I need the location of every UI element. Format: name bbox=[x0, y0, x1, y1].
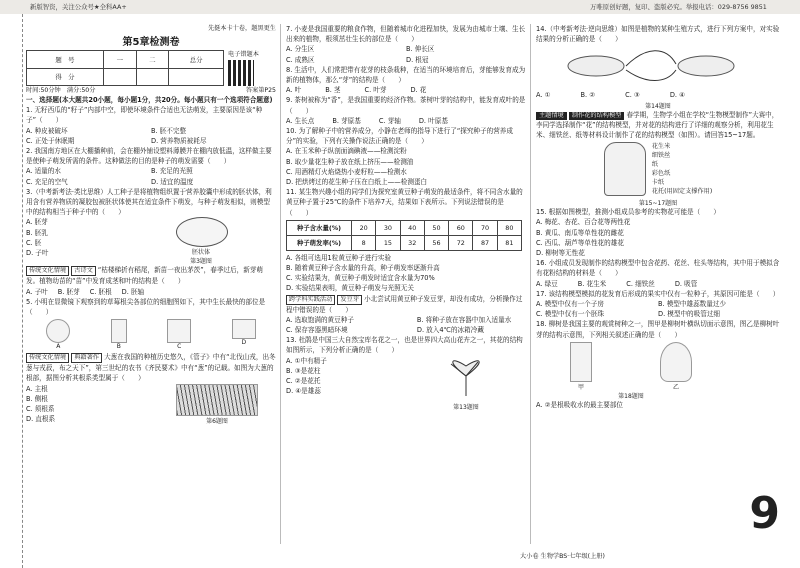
model-label-2: 纸 bbox=[651, 161, 658, 169]
model-label-1: 细铁丝 bbox=[651, 152, 671, 160]
q18-opt-a: A. ②是根吸收水的最主要部位 bbox=[536, 400, 624, 409]
q5-label-a: A bbox=[56, 343, 61, 351]
scallion-root-photo bbox=[176, 384, 258, 416]
q11-opt-b: B. 随着黄豆种子含水量的升高，种子萌发率逐渐升高 bbox=[286, 264, 440, 273]
q17-opt-b: B. 模型中雄蕊数量过少 bbox=[658, 300, 727, 309]
theme-tag-2: 制作花的结构模型 bbox=[569, 112, 625, 120]
q8-opt-d: D. 花 bbox=[410, 86, 427, 95]
moisture-3: 50 bbox=[424, 220, 448, 235]
rate-2: 32 bbox=[400, 235, 424, 250]
q11-opt-d: D. 实验结果表明，黄豆种子萌发与光照无关 bbox=[286, 284, 414, 293]
q15-opt-c: C. 西瓜、葫芦等单性花的雄花 bbox=[536, 238, 624, 247]
q16-opt-b: B. 花生米 bbox=[577, 279, 607, 288]
q18-label-yi: 乙 bbox=[672, 383, 679, 391]
flower-model-figure bbox=[604, 142, 646, 196]
header-right: 万唯原创好题，复印、盗版必究。举报电话：029-8756 9851 bbox=[590, 3, 767, 11]
q3-fig-caption: 第3题图 bbox=[190, 258, 212, 266]
score-head-3: 总分 bbox=[169, 51, 224, 69]
q14-opt-a: A. ① bbox=[536, 91, 551, 100]
q5-label-c: C bbox=[177, 343, 182, 351]
q17-opt-c: C. 模型中仅有一个胚珠 bbox=[536, 310, 605, 319]
q17-opt-a: A. 模型中仅有一个子房 bbox=[536, 300, 604, 309]
moisture-0: 20 bbox=[352, 220, 376, 235]
question-17: 17. 该结构模型模拟的花发育后形成的果实中仅有一粒种子，其原因可能是（ ） bbox=[536, 289, 780, 298]
q7-opt-d: D. 根冠 bbox=[406, 55, 429, 64]
q15-opt-d: D. 柳树等无性花 bbox=[536, 249, 585, 258]
willow-bud-figure bbox=[660, 342, 692, 382]
q18-label-jia: 甲 bbox=[577, 383, 584, 391]
q6-opt-b: B. 侧根 bbox=[26, 394, 48, 403]
question-8: 8. 生活中，人们常把带有花芽的枝条栽种，在适当的环境培育后，芽能够发育成为新的植物体，那么“芽”的结构是（ ） bbox=[286, 65, 526, 85]
q9-opt-c: C. 芽轴 bbox=[378, 116, 401, 125]
question-7: 7. 小麦是我国重要的粮食作物，但随着城市化进程加快，发展为由城市土壤、生长出来的植物，根须茁壮生长的部位是（ ） bbox=[286, 25, 526, 44]
q10-opt-d: D. 把烘烤过的花生种子压在白纸上——检测蛋白 bbox=[286, 178, 428, 187]
model-label-3: 彩色纸 bbox=[651, 170, 671, 178]
q4-opt-d: D. 胚轴 bbox=[121, 287, 145, 296]
q2-opt-a: A. 适量的水 bbox=[26, 167, 61, 176]
q3-opt-a: A. 胚芽 bbox=[26, 218, 48, 227]
q6-tag-1: 传统文化情境 bbox=[26, 353, 69, 363]
score-head-0: 题 号 bbox=[27, 51, 104, 69]
rate-0: 8 bbox=[352, 235, 376, 250]
q4-opt-a: A. 子叶 bbox=[26, 287, 48, 296]
q13-opt-d: D. ④是雄蕊 bbox=[286, 387, 321, 396]
left-top-note: 先挺本卡十卷，题黑更生 bbox=[207, 25, 276, 32]
q4-tag-1: 传统文化情境 bbox=[26, 266, 69, 276]
azalea-flower-figure bbox=[436, 356, 496, 398]
q10-opt-a: A. 在玉米种子纵剖面滴碘液——检测淀粉 bbox=[286, 147, 407, 156]
q12-opt-c: C. 保存容器黑暗环境 bbox=[286, 326, 348, 335]
question-12: 小北尝试用黄豆种子发豆芽，却没有成功，分析操作过程中错误的是（ ） bbox=[286, 294, 523, 314]
question-11: 11. 某生物兴趣小组的同学们为探究室黄豆种子萌发的最适条件，将不同含水量的黄豆种子置于25℃的条件下培养7天，结果如下表所示。下列说法错误的是（ ） bbox=[286, 188, 523, 217]
q8-opt-a: A. 叶 bbox=[286, 86, 302, 95]
q17-opt-d: D. 模型中的吸管过细 bbox=[658, 310, 721, 319]
moisture-1: 30 bbox=[376, 220, 400, 235]
q2-opt-d: D. 适宜的温度 bbox=[151, 177, 194, 186]
q7-opt-c: C. 成熟区 bbox=[286, 55, 315, 64]
q13-opt-b: B. ③是花柱 bbox=[286, 366, 321, 375]
score-head-2: 二 bbox=[136, 51, 169, 69]
q9-opt-a: A. 生长点 bbox=[286, 116, 315, 125]
model-label-0: 花生米 bbox=[651, 143, 671, 151]
q3-fig-label: 胚状体 bbox=[191, 249, 210, 257]
q2-opt-c: C. 充足的空气 bbox=[26, 177, 68, 186]
q16-opt-c: C. 细铁丝 bbox=[626, 279, 655, 288]
q4-opt-c: C. 胚根 bbox=[89, 287, 112, 296]
question-14: 14.（中考新考法·逆向思维）如图是植物的某种生殖方式，进行下列方案中，对实验结果的分析正确的是（ ） bbox=[536, 25, 780, 44]
time-info: 时间:50分钟 满分:50分 bbox=[26, 87, 96, 94]
table-row-rate: 种子萌发率(%) bbox=[287, 235, 352, 250]
q7-opt-b: B. 伸长区 bbox=[406, 45, 435, 54]
q12-opt-d: D. 放入4℃的冰箱冷藏 bbox=[416, 326, 484, 335]
page-number: 9 bbox=[749, 488, 780, 539]
table-row-moisture: 种子含水量(%) bbox=[287, 220, 352, 235]
q6-tag-2: 典籍著作 bbox=[71, 353, 102, 363]
germination-table bbox=[286, 220, 522, 251]
q1-opt-b: B. 胚不完整 bbox=[151, 126, 187, 135]
q12-opt-a: A. 选取饱满的黄豆种子 bbox=[286, 315, 354, 324]
score-table bbox=[26, 50, 224, 86]
score-row-label: 得 分 bbox=[27, 68, 104, 86]
question-4: “枯楼梯折有稻尾，新苗一夜出茅茨”，春季过后，新芽萌发。植物幼苗的“苗”中发育成茎和叶的结构是（ ） bbox=[26, 266, 263, 286]
plant-reproduction-figure bbox=[536, 44, 776, 86]
moisture-6: 80 bbox=[497, 220, 521, 235]
willow-root-figure bbox=[570, 342, 592, 382]
answer-page: 答案第P25 bbox=[245, 87, 276, 94]
theme-intro: 春学期，生物学小组在学校“生物模型制作”大赛中，李同学选择制作“花”的结构模型，并对花的结构进行了详细的观察分析，利用花生米、细铁丝、纸等材料设计制作了花的结构模型（如图）。请回答15~17题。 bbox=[536, 110, 779, 140]
q7-opt-a: A. 分生区 bbox=[286, 45, 315, 54]
q5-label-b: B bbox=[116, 343, 121, 351]
moisture-2: 40 bbox=[400, 220, 424, 235]
right-column bbox=[536, 24, 780, 552]
q14-opt-c: C. ③ bbox=[625, 91, 640, 100]
question-13: 13. 杜鹃是中国三大自然宝库名花之一，也是世界四大高山花卉之一，其花的结构如图所示，下列分析正确的是（ ） bbox=[286, 336, 523, 355]
score-head-1: 一 bbox=[103, 51, 136, 69]
moisture-4: 60 bbox=[449, 220, 473, 235]
q4-tag-2: 古诗文 bbox=[71, 266, 96, 276]
q3-opt-d: D. 子叶 bbox=[26, 249, 49, 258]
q18-fig-caption: 第18题图 bbox=[618, 392, 644, 400]
question-5: 5. 小明在显微镜下观察到的草莓根尖各部位的细胞图如下，其中生长最快的部位是（ ） bbox=[26, 297, 266, 317]
rate-6: 81 bbox=[497, 235, 521, 250]
q12-opt-b: B. 将种子放在容器中加入适量水 bbox=[416, 315, 512, 324]
q12-tag-1: 跨学科实践活动 bbox=[286, 295, 335, 305]
question-6: 大葱在我国的种植历史悠久，《管子》中有“北伐山戎，出冬葱与戎菽，布之天下”，第三世纪的农书《齐民要术》中有“葱”的记载。如图为大葱的根部，据图分析其根系类型属于（ ） bbox=[26, 353, 276, 383]
question-10: 10. 为了解种子中的营养成分，小静在老师的指导下进行了“探究种子的营养成分”的实验，下列有关操作说法正确的是（ ） bbox=[286, 127, 513, 146]
middle-column bbox=[286, 24, 526, 552]
rate-3: 56 bbox=[424, 235, 448, 250]
binding-margin bbox=[0, 14, 23, 568]
rate-1: 15 bbox=[376, 235, 400, 250]
q16-opt-a: A. 绿豆 bbox=[536, 279, 558, 288]
column-divider-2 bbox=[530, 24, 531, 544]
rate-5: 87 bbox=[473, 235, 497, 250]
moisture-5: 70 bbox=[473, 220, 497, 235]
question-1: 1. 无籽西瓜的“籽子”内部中空，即使环境条件合适也无法萌发，主要原因是该“种子”（ ） bbox=[26, 106, 263, 125]
q1-opt-a: A. 种皮被破坏 bbox=[26, 126, 68, 135]
q2-opt-b: B. 充足的光照 bbox=[151, 167, 193, 176]
footer-text: 大小卷 生物学BS·七年级(上册) bbox=[520, 553, 605, 560]
q3-opt-b: B. 胚乳 bbox=[26, 228, 48, 237]
rate-4: 72 bbox=[449, 235, 473, 250]
q13-opt-c: C. ②是花托 bbox=[286, 377, 321, 386]
question-16: 16. 小组成员发现制作的结构模型中包含花药、花丝、柱头等结构，其中用于模拟含有花粉结构的材料是（ ） bbox=[536, 259, 780, 278]
question-18: 18. 柳树是我国主要的观赏树种之一，图甲是柳树叶横纵切面示意图，图乙是柳树叶芽的结构示意图，下列相关叙述正确的是（ ） bbox=[536, 320, 780, 339]
q6-opt-c: C. 须根系 bbox=[26, 405, 55, 414]
q14-opt-b: B. ② bbox=[580, 91, 596, 100]
q16-opt-d: D. 吸管 bbox=[674, 279, 698, 288]
page-title: 第5章检测卷 bbox=[122, 37, 180, 48]
q1517-fig-caption: 第15~17题图 bbox=[638, 200, 678, 208]
artificial-seed-figure bbox=[176, 217, 228, 247]
q13-fig-caption: 第13题图 bbox=[453, 403, 479, 411]
section-1-heading: 一、选择题(本大题共20小题，每小题1分，共20分。每小题只有一个选项符合题意) bbox=[26, 96, 273, 104]
q8-opt-c: C. 叶芽 bbox=[364, 86, 387, 95]
q6-opt-a: A. 主根 bbox=[26, 384, 48, 393]
q12-tag-2: 发豆芽 bbox=[337, 295, 362, 305]
qr-label: 电子错题本 bbox=[228, 51, 259, 58]
q11-opt-c: C. 实验结果为，黄豆种子萌发时适宜含水量为70% bbox=[286, 274, 435, 283]
left-column bbox=[26, 24, 276, 552]
q8-opt-b: B. 茎 bbox=[325, 86, 341, 95]
model-label-4: 卡纸 bbox=[651, 179, 665, 187]
q14-opt-d: D. ④ bbox=[669, 91, 686, 100]
question-15: 15. 根据如图模型，推测小组成员参考的实物花可能是（ ） bbox=[536, 208, 721, 217]
q10-opt-c: C. 用酒精灯火焰烧热小麦籽粒——检测水 bbox=[286, 167, 407, 176]
theme-tag-1: 主题情境 bbox=[536, 112, 567, 120]
q13-opt-a: A. ①中有精子 bbox=[286, 356, 327, 365]
q10-opt-b: B. 取少量花生种子放在纸上挤压——检测油 bbox=[286, 157, 414, 166]
question-9: 9. 茶树被称为“香”，是我国重要的经济作物。茶树叶芽的结构中，能发育成叶的是（ ） bbox=[286, 96, 526, 115]
q4-opt-b: B. 胚芽 bbox=[57, 287, 80, 296]
column-divider bbox=[280, 24, 281, 544]
q15-opt-a: A. 梅花、杏花、百合花等两性花 bbox=[536, 218, 631, 227]
question-3: 3.（中考新考法·类比思维）人工种子是将植物组织置于营养胶囊中形成的胚状体，利用含有营养物质的凝胶包被胚状体使其在适宜条件下萌发，与种子萌发相似，则模型中的结构相当于种子中的（ ） bbox=[26, 187, 272, 217]
q9-opt-d: D. 叶原基 bbox=[418, 116, 448, 125]
question-2: 2. 我国南方地区在大棚播种前，会在棚外铺设塑料薄膜并在棚内放低温，这样做主要是使种子萌发所需的条件。这种做法的目的是种子的萌发需要（ ） bbox=[26, 147, 272, 166]
qr-code-icon[interactable] bbox=[228, 60, 254, 86]
q3-opt-c: C. 胚 bbox=[26, 238, 42, 247]
q9-opt-b: B. 芽原基 bbox=[332, 116, 361, 125]
q14-fig-caption: 第14题图 bbox=[645, 102, 671, 110]
q1-opt-c: C. 正处于休眠期 bbox=[26, 136, 75, 145]
q15-opt-b: B. 黄瓜、南瓜等单性花的雌花 bbox=[536, 228, 624, 237]
q6-fig-caption: 第6题图 bbox=[206, 417, 228, 425]
q11-opt-a: A. 各组可选用1粒黄豆种子进行实验 bbox=[286, 253, 392, 262]
model-label-5: 花托(用固定支撑作用) bbox=[651, 188, 713, 196]
q5-cells-figure bbox=[26, 319, 276, 350]
header-left: 新版智资，关注公众号★全科AA+ bbox=[30, 3, 127, 11]
q6-opt-d: D. 直根系 bbox=[26, 415, 56, 424]
q5-label-d: D bbox=[241, 339, 247, 347]
q1-opt-d: D. 营养物质被耗尽 bbox=[151, 136, 207, 145]
